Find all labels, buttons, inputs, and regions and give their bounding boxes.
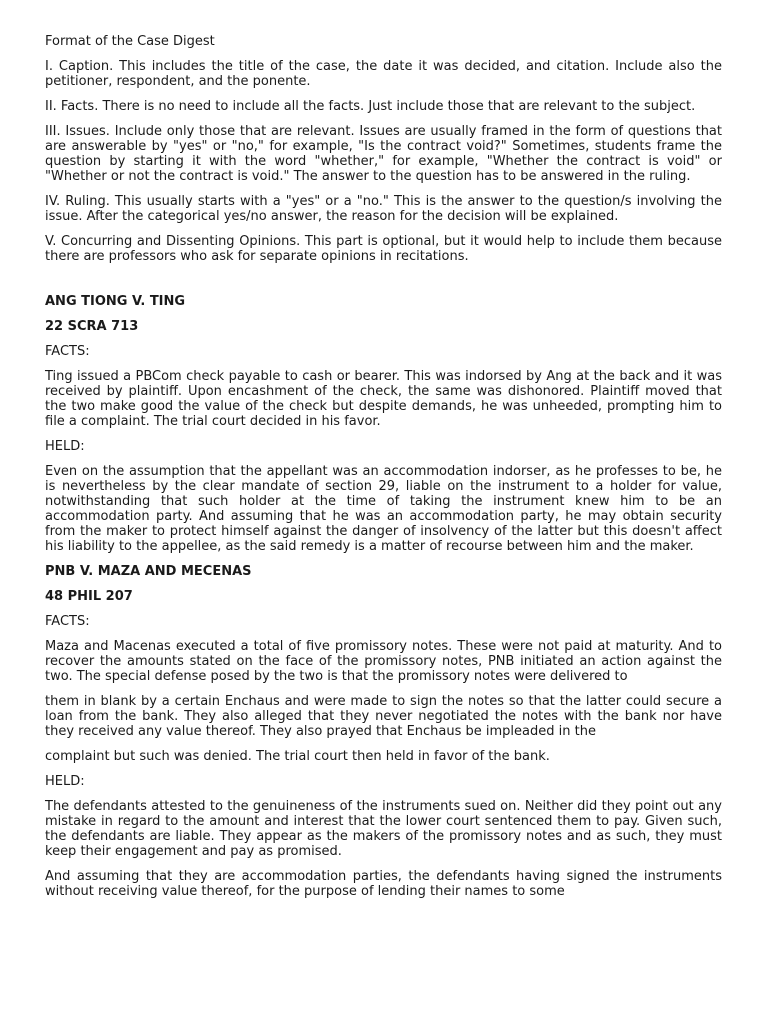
case1-held-label: HELD: [45, 439, 85, 454]
case1-facts: Ting issued a PBCom check payable to cash or bearer. This was indorsed by Ang at the back and it was received by plaintiff. Upon encashment of the check, the same was dishonored. Plaintiff moved that the two make good the value of the check but despite demands, he was unheeded, prompting him to file a complaint. The trial court decided in his favor. [45, 369, 722, 429]
case2-held-part1: The defendants attested to the genuineness of the instruments sued on. Neither did they point out any mistake in regard to the amount and interest that the lower court sentenced them to pay. Given such, the defendants are liable. They appear as the makers of the promissory notes and as such, they must keep their engagement and pay as promised. [45, 799, 722, 859]
case2-held-part2: And assuming that they are accommodation parties, the defendants having signed the instruments without receiving value thereof, for the purpose of lending their names to some [45, 869, 722, 899]
case2-citation: 48 PHIL 207 [45, 589, 133, 604]
format-title: Format of the Case Digest [45, 34, 215, 49]
case1-title: ANG TIONG V. TING [45, 294, 186, 309]
case1-citation: 22 SCRA 713 [45, 319, 139, 334]
case2-facts-part1: Maza and Macenas executed a total of five promissory notes. These were not paid at maturity. And to recover the amounts stated on the face of the promissory notes, PNB initiated an action against the two. The special defense posed by the two is that the promissory notes were delivered to [45, 639, 722, 684]
case1-facts-label: FACTS: [45, 344, 90, 359]
case2-facts-label: FACTS: [45, 614, 90, 629]
case2-held-label: HELD: [45, 774, 85, 789]
case2-title: PNB V. MAZA AND MECENAS [45, 564, 252, 579]
document-page [45, 34, 722, 899]
format-item-ruling: IV. Ruling. This usually starts with a "yes" or a "no." This is the answer to the question/s involving the issue. After the categorical yes/no answer, the reason for the decision will be explained. [45, 194, 722, 224]
format-item-issues: III. Issues. Include only those that are relevant. Issues are usually framed in the form of questions that are answerable by "yes" or "no," for example, "Is the contract void?" Sometimes, students frame the question by starting it with the word "whether," for example, "Whether the contract is void" or "Whether or not the contract is void." The answer to the question has to be answered in the ruling. [45, 124, 722, 184]
case2-facts-part2: them in blank by a certain Enchaus and were made to sign the notes so that the latter could secure a loan from the bank. They also alleged that they never negotiated the notes with the bank nor have they received any value thereof. They also prayed that Enchaus be impleaded in the [45, 694, 722, 739]
case1-held: Even on the assumption that the appellant was an accommodation indorser, as he professes to be, he is nevertheless by the clear mandate of section 29, liable on the instrument to a holder for value, notwithstanding that such holder at the time of taking the instrument knew him to be an accommodation party. And assuming that he was an accommodation party, he may obtain security from the maker to protect himself against the danger of insolvency of the latter but this doesn't affect his liability to the appellee, as the said remedy is a matter of recourse between him and the maker. [45, 464, 722, 554]
case2-facts-part3: complaint but such was denied. The trial court then held in favor of the bank. [45, 749, 550, 764]
format-item-opinions: V. Concurring and Dissenting Opinions. This part is optional, but it would help to include them because there are professors who ask for separate opinions in recitations. [45, 234, 722, 264]
format-item-facts: II. Facts. There is no need to include all the facts. Just include those that are relevant to the subject. [45, 99, 696, 114]
format-item-caption: I. Caption. This includes the title of the case, the date it was decided, and citation. Include also the petitioner, respondent, and the ponente. [45, 59, 722, 89]
